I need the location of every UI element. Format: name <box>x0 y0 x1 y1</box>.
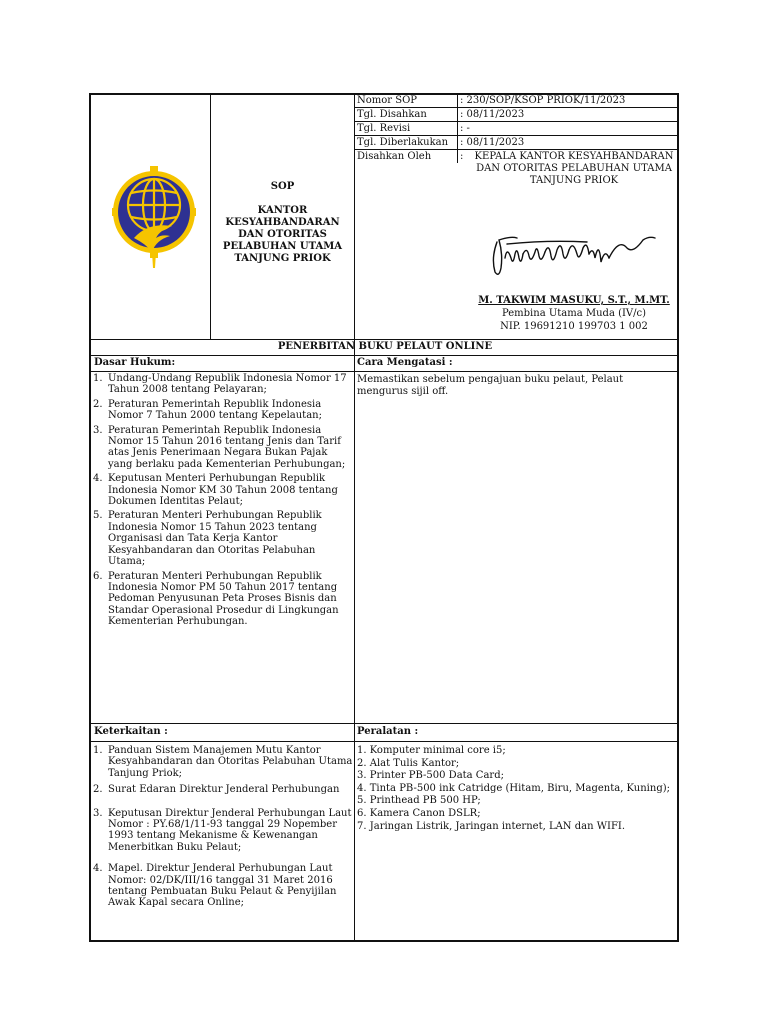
list-item: 6. Kamera Canon DSLR; <box>357 807 481 819</box>
list-item: 3. Peraturan Pemerintah Republik Indonesia Nomor 15 Tahun 2016 tentang Jenis dan Tarif atas Jenis Penerimaan Negara Bukan Pajak yang berlaku pada Kementerian Perhubungan; <box>93 424 346 470</box>
office-name: KANTOR KESYAHBANDARAN DAN OTORITAS PELABUHAN UTAMA TANJUNG PRIOK <box>222 205 343 264</box>
list-item: 2. Peraturan Pemerintah Republik Indonesia Nomor 7 Tahun 2000 tentang Kepelautan; <box>93 398 322 422</box>
meta-value-revisi: : - <box>460 123 470 134</box>
sop-label: SOP <box>270 181 295 192</box>
list-item: 3. Keputusan Direktur Jenderal Perhubungan Laut Nomor : PY.68/1/11-93 tanggal 29 Nopember 1993 tentang Mekanisme & Kewenangan Menerbitkan Buku Pelaut; <box>93 807 352 853</box>
divider <box>91 723 679 724</box>
ministry-logo <box>112 160 196 270</box>
meta-value-nomor: : 230/SOP/KSOP PRIOK/11/2023 <box>460 95 626 106</box>
list-item: 1. Komputer minimal core i5; <box>357 745 506 756</box>
list-item: 4. Keputusan Menteri Perhubungan Republik Indonesia Nomor KM 30 Tahun 2008 tentang Dokumen Identitas Pelaut; <box>93 473 338 508</box>
divider <box>354 149 679 150</box>
divider <box>91 741 679 742</box>
signatory-name: M. TAKWIM MASUKU, S.T., M.MT. <box>478 295 670 306</box>
list-item: 3. Printer PB-500 Data Card; <box>357 770 504 782</box>
list-item: 6. Peraturan Menteri Perhubungan Republik Indonesia Nomor PM 50 Tahun 2017 tentang Pedoman Penyusunan Peta Proses Bisnis dan Standar Operasional Prosedur di Lingkungan Kementerian Perhubungan. <box>93 570 339 628</box>
divider <box>91 339 679 340</box>
signatory-nip: NIP. 19691210 199703 1 002 <box>500 321 648 332</box>
cara-mengatasi-heading: Cara Mengatasi : <box>357 357 453 368</box>
dasar-hukum-list <box>91 373 353 628</box>
approved-by-colon: : <box>460 151 464 162</box>
list-item: 4. Tinta PB-500 ink Catridge (Hitam, Biru, Magenta, Kuning); <box>357 782 670 794</box>
keterkaitan-list <box>91 745 353 909</box>
divider <box>354 95 355 755</box>
signature-image <box>487 228 657 280</box>
keterkaitan-heading: Keterkaitan : <box>94 726 168 737</box>
cara-mengatasi-text: Memastikan sebelum pengajuan buku pelaut, Pelaut mengurus sijil off. <box>357 374 624 397</box>
divider <box>354 135 679 136</box>
peralatan-heading: Peralatan : <box>357 726 419 737</box>
meta-label-disahkan: Tgl. Disahkan <box>357 109 427 120</box>
list-item: 7. Jaringan Listrik, Jaringan internet, LAN dan WIFI. <box>357 820 626 832</box>
meta-value-disahkan: : 08/11/2023 <box>460 109 525 120</box>
meta-value-diberlakukan: : 08/11/2023 <box>460 137 525 148</box>
divider <box>91 371 679 372</box>
sop-document <box>89 93 679 942</box>
list-item: 2. Surat Edaran Direktur Jenderal Perhubungan <box>93 784 340 796</box>
signatory-rank: Pembina Utama Muda (IV/c) <box>501 308 647 319</box>
approver-title: KEPALA KANTOR KESYAHBANDARAN DAN OTORITAS PELABUHAN UTAMA TANJUNG PRIOK <box>474 151 674 186</box>
list-item: 1. Undang-Undang Republik Indonesia Nomor 17 Tahun 2008 tentang Pelayaran; <box>93 373 347 396</box>
meta-label-nomor: Nomor SOP <box>357 95 418 106</box>
list-item: 4. Mapel. Direktur Jenderal Perhubungan Laut Nomor: 02/DK/III/16 tanggal 31 Maret 2016 tentang Pembuatan Buku Pelaut & Penyijilan Awak Kapal secara Online; <box>93 863 337 909</box>
meta-label-revisi: Tgl. Revisi <box>357 123 411 134</box>
dasar-hukum-heading: Dasar Hukum: <box>94 357 176 368</box>
meta-label-diberlakukan: Tgl. Diberlakukan <box>357 137 449 148</box>
peralatan-list <box>357 745 677 833</box>
list-item: 2. Alat Tulis Kantor; <box>357 757 460 769</box>
divider <box>354 121 679 122</box>
list-item: 1. Panduan Sistem Manajemen Mutu Kantor Kesyahbandaran dan Otoritas Pelabuhan Utama Tanjung Priok; <box>93 745 353 779</box>
divider <box>91 355 679 356</box>
divider <box>354 755 355 942</box>
divider <box>457 95 458 163</box>
divider <box>354 107 679 108</box>
approved-by-label: Disahkan Oleh <box>357 151 432 162</box>
procedure-title: PENERBITAN BUKU PELAUT ONLINE <box>277 341 493 352</box>
list-item: 5. Printhead PB 500 HP; <box>357 795 481 807</box>
list-item: 5. Peraturan Menteri Perhubungan Republik Indonesia Nomor 15 Tahun 2023 tentang Organisasi dan Tata Kerja Kantor Kesyahbandaran dan Otoritas Pelabuhan Utama; <box>93 510 322 568</box>
